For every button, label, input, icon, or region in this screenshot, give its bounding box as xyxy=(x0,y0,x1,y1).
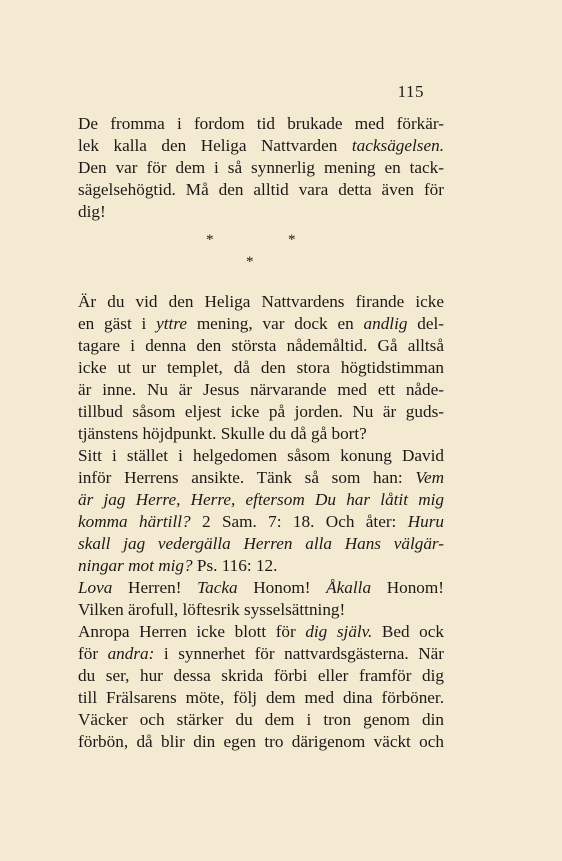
text-line: för andra: i synnerhet för nattvardsgästerna. När xyxy=(78,644,444,663)
text-line: är inne. Nu är Jesus närvarande med ett nåde- xyxy=(78,380,444,399)
text-line: dig! xyxy=(78,202,106,221)
italic-word: tacksägelsen. xyxy=(351,136,444,155)
text-line: tjänstens höjdpunkt. Skulle du då gå bort? xyxy=(78,424,367,443)
text-line: Lova Herren! Tacka Honom! Åkalla Honom! xyxy=(78,578,444,597)
text-line: en gäst i yttre mening, var dock en andlig del- xyxy=(78,314,444,333)
text-line: är jag Herre, Herre, eftersom Du har låtit mig xyxy=(78,490,444,509)
text-line: Vilken ärofull, löftesrik sysselsättning! xyxy=(78,600,346,619)
text-line: lek kalla den Heliga Nattvarden tacksägelsen. xyxy=(78,136,444,155)
asterisk: * xyxy=(288,232,296,248)
text-line: tillbud såsom eljest icke på jorden. Nu är guds- xyxy=(78,402,444,421)
text-line: icke ut ur templet, då den stora högtidstimman xyxy=(78,358,444,377)
text-line: De fromma i fordom tid brukade med förkär- xyxy=(78,114,444,133)
text-line: Väcker och stärker du dem i tron genom din xyxy=(78,710,444,729)
text-line: till Frälsarens möte, följ dem med dina förböner. xyxy=(78,688,444,707)
text-line: Sitt i stället i helgedomen såsom konung David xyxy=(78,446,444,465)
body-text xyxy=(78,113,444,753)
text-line: Anropa Herren icke blott för dig själv. Bed ock xyxy=(78,622,444,641)
text-line: sägelsehögtid. Må den alltid vara detta även för xyxy=(78,180,444,199)
text-line: inför Herrens ansikte. Tänk så som han: Vem xyxy=(78,468,444,487)
text-line: förbön, då blir din egen tro därigenom väckt och xyxy=(78,732,444,751)
asterisk: * xyxy=(246,254,254,270)
text-line: ningar mot mig? Ps. 116: 12. xyxy=(78,556,278,575)
asterisk: * xyxy=(206,232,214,248)
text-line: tagare i denna den största nådemåltid. Gå alltså xyxy=(78,336,444,355)
section-divider-asterisks xyxy=(78,225,444,269)
page-number: 115 xyxy=(397,82,424,101)
text-line: Den var för dem i så synnerlig mening en tack- xyxy=(78,158,444,177)
text-line: skall jag vedergälla Herren alla Hans välgär- xyxy=(78,534,444,553)
text-line: komma härtill? 2 Sam. 7: 18. Och åter: Huru xyxy=(78,512,444,531)
text-line: du ser, hur dessa skrida förbi eller framför dig xyxy=(78,666,444,685)
text-line: Är du vid den Heliga Nattvardens firande icke xyxy=(78,292,444,311)
